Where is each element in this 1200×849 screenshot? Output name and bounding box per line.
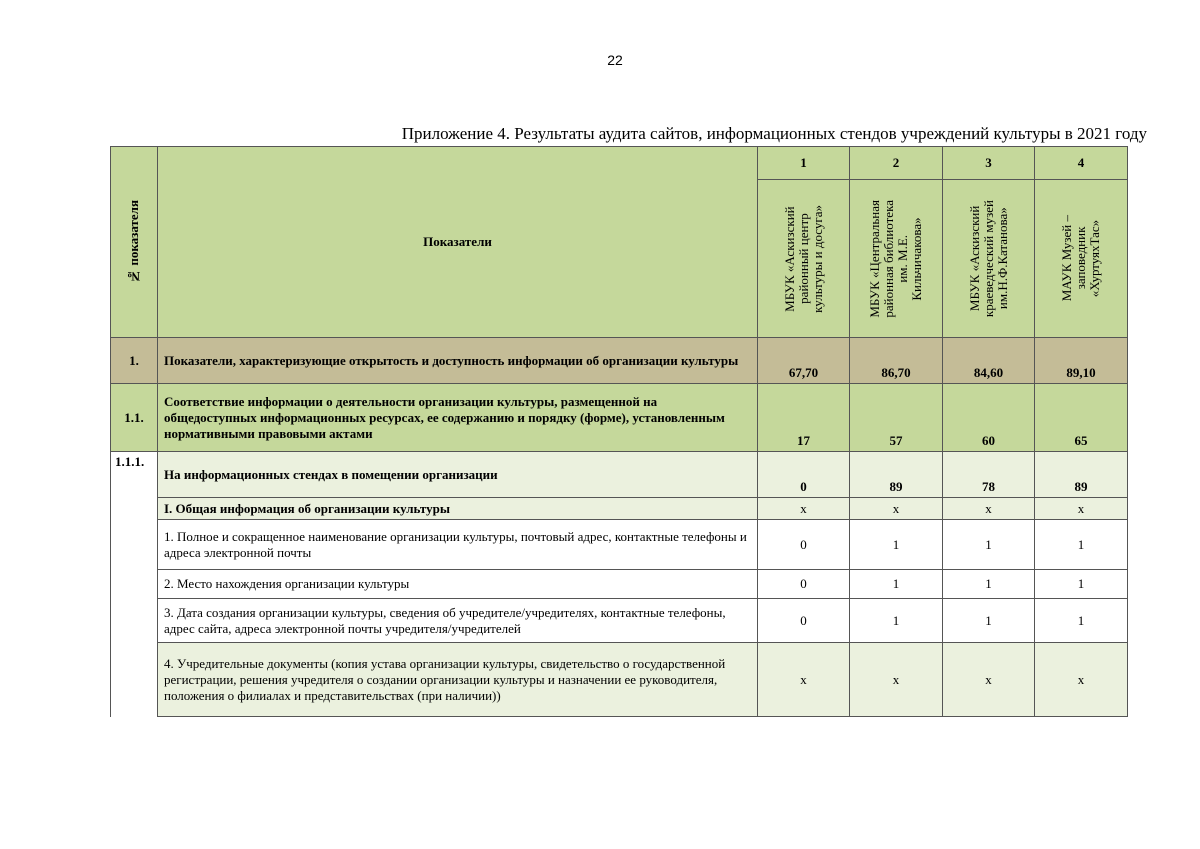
col-number-2: 2: [850, 147, 943, 180]
institution-name: МАУК Музей – заповедник «ХуртуяхТас»: [1059, 215, 1102, 302]
table-row: [111, 570, 1128, 599]
header-indicators-label: Показатели: [158, 147, 758, 338]
row-value: 65: [1035, 384, 1128, 452]
header-row-numbers: [111, 147, 1128, 180]
row-number-blank: [111, 643, 158, 717]
row-label: 3. Дата создания организации культуры, сведения об учредителе/учредителях, контактные телефоны, адрес сайта, адреса электронной почты учредителя/учредителей: [158, 599, 758, 643]
row-value: 0: [758, 520, 850, 570]
row-value: х: [758, 498, 850, 520]
row-value: х: [943, 498, 1035, 520]
table-row: [111, 498, 1128, 520]
row-value: 78: [943, 452, 1035, 498]
row-value: 1: [943, 599, 1035, 643]
row-value: 0: [758, 599, 850, 643]
row-value: 89,10: [1035, 338, 1128, 384]
row-label: I. Общая информация об организации культуры: [158, 498, 758, 520]
row-value: х: [943, 643, 1035, 717]
row-value: 57: [850, 384, 943, 452]
row-value: 1: [943, 520, 1035, 570]
row-value: х: [758, 643, 850, 717]
header-num-cell: [111, 147, 158, 338]
row-value: х: [1035, 498, 1128, 520]
row-value: х: [1035, 643, 1128, 717]
row-value: 89: [850, 452, 943, 498]
table-row: [111, 452, 1128, 498]
row-value: 1: [1035, 599, 1128, 643]
row-label: Соответствие информации о деятельности организации культуры, размещенной на общедоступных информационных ресурсах, ее содержанию и порядку (форме), установленным нормативными правовыми актами: [158, 384, 758, 452]
row-value: 89: [1035, 452, 1128, 498]
row-value: х: [850, 643, 943, 717]
table-row: [111, 338, 1128, 384]
row-number: 1.: [111, 338, 158, 384]
institution-header-1: [758, 180, 850, 338]
row-value: 67,70: [758, 338, 850, 384]
row-value: 1: [1035, 570, 1128, 599]
table-row: [111, 384, 1128, 452]
table-row: [111, 643, 1128, 717]
row-label: 4. Учредительные документы (копия устава организации культуры, свидетельство о государственной регистрации, решения учредителя о создании организации культуры и назначении ее руководителя, положения о филиалах и представительствах (при наличии)): [158, 643, 758, 717]
row-label: 1. Полное и сокращенное наименование организации культуры, почтовый адрес, контактные телефоны и адреса электронной почты: [158, 520, 758, 570]
row-label: На информационных стендах в помещении организации: [158, 452, 758, 498]
row-value: 60: [943, 384, 1035, 452]
institution-name: МБУК «Центральная районная библиотека им. М.Е. Кильчичакова»: [867, 199, 924, 318]
institution-header-3: [943, 180, 1035, 338]
row-value: 1: [850, 599, 943, 643]
institution-name: МБУК «Аскизский краеведческий музей им.Н.Ф.Катанова»: [966, 199, 1010, 318]
row-number-blank: [111, 599, 158, 643]
table-row: [111, 599, 1128, 643]
row-value: 1: [1035, 520, 1128, 570]
row-number: 1.1.1.: [111, 452, 158, 498]
row-label: 2. Место нахождения организации культуры: [158, 570, 758, 599]
institution-header-2: [850, 180, 943, 338]
col-number-1: 1: [758, 147, 850, 180]
row-value: 86,70: [850, 338, 943, 384]
row-label: Показатели, характеризующие открытость и доступность информации об организации культуры: [158, 338, 758, 384]
table-caption: Приложение 4. Результаты аудита сайтов, информационных стендов учреждений культуры в 2021 году: [401, 124, 1147, 143]
page-number: 22: [607, 52, 623, 68]
header-num-label: № показателя: [126, 200, 141, 284]
row-value: х: [850, 498, 943, 520]
row-value: 84,60: [943, 338, 1035, 384]
institution-name: МБУК «Аскизский районный центр культуры и досуга»: [781, 204, 825, 313]
col-number-3: 3: [943, 147, 1035, 180]
table-row: [111, 520, 1128, 570]
row-value: 0: [758, 452, 850, 498]
row-value: 1: [943, 570, 1035, 599]
row-value: 1: [850, 520, 943, 570]
row-value: 17: [758, 384, 850, 452]
row-value: 0: [758, 570, 850, 599]
row-number-blank: [111, 520, 158, 570]
row-value: 1: [850, 570, 943, 599]
row-number-blank: [111, 570, 158, 599]
col-number-4: 4: [1035, 147, 1128, 180]
audit-table: [110, 146, 1128, 717]
institution-header-4: [1035, 180, 1128, 338]
row-number-blank: [111, 498, 158, 520]
row-number: 1.1.: [111, 384, 158, 452]
